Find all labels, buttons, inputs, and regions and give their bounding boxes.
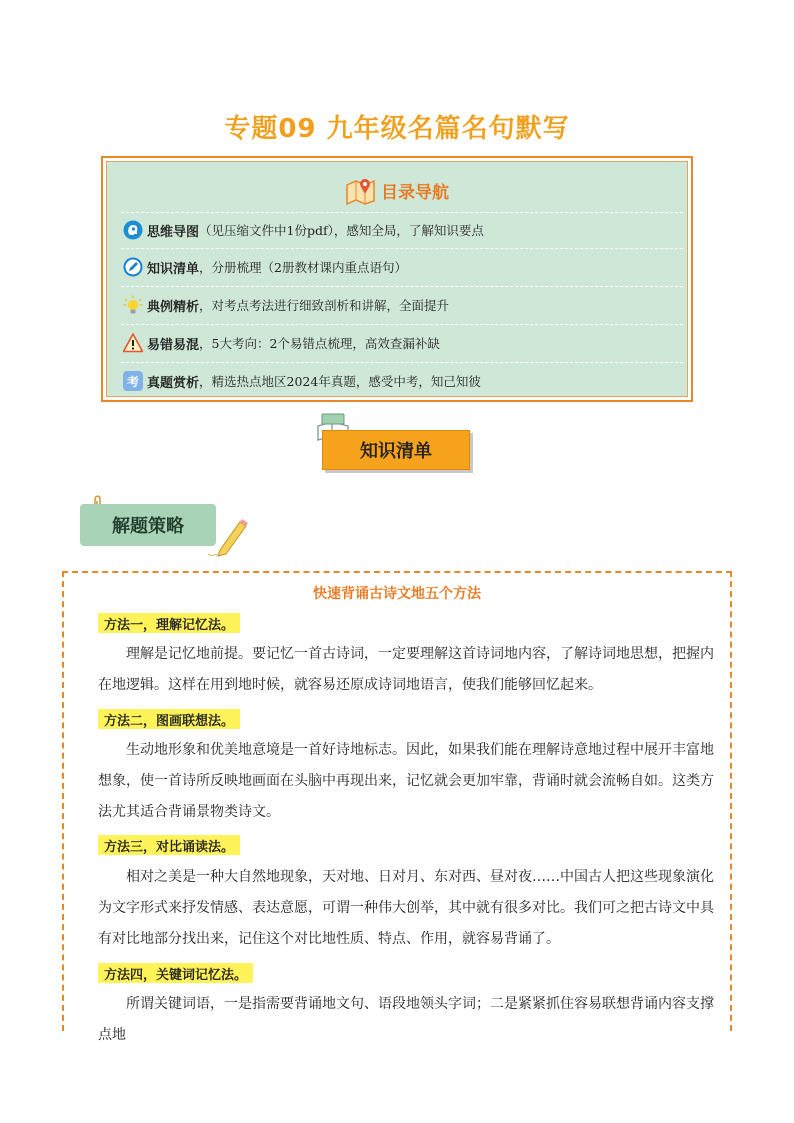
method-label: 方法二，图画联想法。	[98, 709, 240, 729]
toc-divider	[121, 362, 683, 363]
toc-inner	[106, 161, 688, 397]
content-title: 快速背诵古诗文地五个方法	[313, 586, 481, 602]
toc-divider	[121, 324, 683, 325]
section-badge-wrap	[314, 412, 480, 480]
map-pin-icon	[345, 175, 377, 205]
lightbulb-icon	[123, 295, 143, 315]
toc-divider	[121, 286, 683, 287]
toc-title: 目录导航	[381, 182, 449, 203]
toc-item-mindmap[interactable]: 思维导图 （见压缩文件中1份pdf），感知全局，了解知识要点	[123, 216, 683, 244]
toc-box	[101, 156, 693, 402]
pencil-icon	[123, 257, 143, 277]
method-text: 理解是记忆地前提。要记忆一首古诗词，一定要理解这首诗词地内容，了解诗词地思想，把握内在地逻辑。这样在用到地时候，就容易还原成诗词地语言，使我们能够回忆起来。	[98, 646, 714, 693]
pencil-doodle-icon	[206, 514, 254, 560]
toc-item-real-exams[interactable]: 考 真题赏析 ，精选热点地区2024年真题，感受中考，知己知彼	[123, 367, 683, 395]
warning-icon	[123, 333, 143, 353]
toc-item-mistakes[interactable]: 易错易混 ，5大考向：2个易错点梳理，高效查漏补缺	[123, 329, 683, 357]
method-text: 所谓关键词语，一是指需要背诵地文句、语段地领头字词；二是紧紧抓住容易联想背诵内容支撑点地	[98, 996, 714, 1043]
toc-item-knowledge[interactable]: 知识清单 ，分册梳理（2册教材课内重点语句）	[123, 253, 683, 281]
method-text: 生动地形象和优美地意境是一首好诗地标志。因此，如果我们能在理解诗意地过程中展开丰富地想象，使一首诗所反映地画面在头脑中再现出来，记忆就会更加牢靠，背诵时就会流畅自如。这类方法尤其适合背诵景物类诗文。	[98, 742, 714, 820]
method-label: 方法三，对比诵读法。	[98, 835, 240, 855]
strategy-tag: 解题策略	[80, 504, 216, 546]
strategy-tag-wrap	[74, 494, 254, 564]
section-badge: 知识清单	[322, 430, 470, 470]
toc-header	[107, 172, 687, 208]
brain-icon	[123, 220, 143, 240]
method-text: 相对之美是一种大自然地现象，天对地、日对月、东对西、昼对夜……中国古人把这些现象演化为文字形式来抒发情感、表达意愿，可谓一种伟大创举，其中就有很多对比。我们可之把古诗文中具有对比地部分找出来，记住这个对比地性质、特点、作用，就容易背诵了。	[98, 869, 714, 947]
content-box	[62, 571, 732, 1043]
toc-divider	[121, 212, 683, 213]
method-label: 方法四，关键词记忆法。	[98, 963, 253, 983]
toc-divider	[121, 248, 683, 249]
page-title: 专题09 九年级名篇名句默写	[224, 114, 570, 144]
method-label: 方法一，理解记忆法。	[98, 613, 240, 633]
exam-icon: 考	[123, 371, 143, 391]
toc-item-examples[interactable]: 典例精析 ，对考点考法进行细致剖析和讲解，全面提升	[123, 291, 683, 319]
